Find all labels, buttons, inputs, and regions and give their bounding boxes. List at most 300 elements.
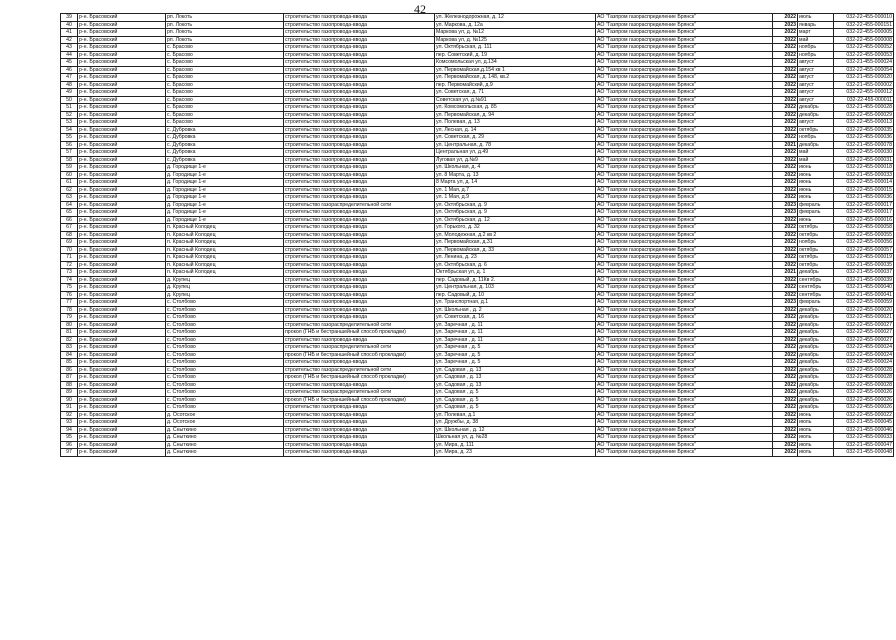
year-cell: 2022 (773, 14, 798, 22)
month-cell: май (798, 149, 834, 157)
address-cell: ул. Маркова, д. 12а (435, 21, 596, 29)
organization-cell: АО "Газпром газораспределение Брянск" (596, 194, 773, 202)
address-cell: ул. Ленина, д. 23 (435, 254, 596, 262)
district-cell: р-н. Брасовский (78, 344, 166, 352)
row-number-cell: 40 (61, 21, 78, 29)
district-cell: р-н. Брасовский (78, 396, 166, 404)
organization-cell: АО "Газпром газораспределение Брянск" (596, 314, 773, 322)
district-cell: р-н. Брасовский (78, 231, 166, 239)
month-cell: февраль (798, 299, 834, 307)
month-cell: июль (798, 419, 834, 427)
district-cell: р-н. Брасовский (78, 194, 166, 202)
year-cell: 2022 (773, 36, 798, 44)
settlement-cell: д. Городище 1-е (166, 201, 284, 209)
table-row (61, 254, 894, 262)
row-number-cell: 82 (61, 336, 78, 344)
work-type-cell: строительство газораспределительной сети (284, 321, 435, 329)
settlement-cell: с. Дубровка (166, 156, 284, 164)
application-id-cell: 032-22-455-000053 (834, 51, 894, 59)
application-id-cell: 032-22-455-000030 (834, 149, 894, 157)
address-cell: ул. Октябрьская, д. 6 (435, 261, 596, 269)
row-number-cell: 57 (61, 149, 78, 157)
organization-cell: АО "Газпром газораспределение Брянск" (596, 186, 773, 194)
year-cell: 2022 (773, 314, 798, 322)
month-cell: октябрь (798, 224, 834, 232)
settlement-cell: с. Дубровка (166, 126, 284, 134)
organization-cell: АО "Газпром газораспределение Брянск" (596, 216, 773, 224)
settlement-cell: с. Столбово (166, 389, 284, 397)
month-cell: июнь (798, 194, 834, 202)
year-cell: 2022 (773, 306, 798, 314)
organization-cell: АО "Газпром газораспределение Брянск" (596, 381, 773, 389)
settlement-cell: д. Крупец (166, 284, 284, 292)
month-cell: январь (798, 21, 834, 29)
table-row (61, 179, 894, 187)
row-number-cell: 63 (61, 194, 78, 202)
organization-cell: АО "Газпром газораспределение Брянск" (596, 14, 773, 22)
district-cell: р-н. Брасовский (78, 126, 166, 134)
table-row (61, 164, 894, 172)
month-cell: октябрь (798, 231, 834, 239)
settlement-cell: с. Столбово (166, 374, 284, 382)
month-cell: август (798, 66, 834, 74)
application-id-cell: 032-22-455-000010 (834, 14, 894, 22)
organization-cell: АО "Газпром газораспределение Брянск" (596, 344, 773, 352)
month-cell: февраль (798, 201, 834, 209)
district-cell: р-н. Брасовский (78, 81, 166, 89)
settlement-cell: с. Брасово (166, 104, 284, 112)
application-id-cell: 032-22-455-000022 (834, 411, 894, 419)
work-type-cell: строительство газопровода-ввода (284, 411, 435, 419)
settlement-cell: д. Городище 1-е (166, 171, 284, 179)
table-row (61, 74, 894, 82)
work-type-cell: строительство газопровода-ввода (284, 156, 435, 164)
year-cell: 2023 (773, 209, 798, 217)
table-row (61, 149, 894, 157)
district-cell: р-н. Брасовский (78, 389, 166, 397)
row-number-cell: 89 (61, 389, 78, 397)
district-cell: р-н. Брасовский (78, 74, 166, 82)
district-cell: р-н. Брасовский (78, 96, 166, 104)
row-number-cell: 65 (61, 209, 78, 217)
row-number-cell: 60 (61, 171, 78, 179)
work-type-cell: строительство газопровода-ввода (284, 134, 435, 142)
organization-cell: АО "Газпром газораспределение Брянск" (596, 179, 773, 187)
work-type-cell: строительство газопровода-ввода (284, 66, 435, 74)
address-cell: ул. Октябрьская, д. 9 (435, 209, 596, 217)
application-id-cell: 032-22-455-000024 (834, 351, 894, 359)
year-cell: 2022 (773, 171, 798, 179)
work-type-cell: строительство газопровода-ввода (284, 59, 435, 67)
address-cell: ул. Горького, д. 32 (435, 224, 596, 232)
row-number-cell: 80 (61, 321, 78, 329)
table-row (61, 126, 894, 134)
table-row (61, 111, 894, 119)
month-cell: ноябрь (798, 134, 834, 142)
month-cell: июнь (798, 171, 834, 179)
settlement-cell: д. Крупец (166, 291, 284, 299)
work-type-cell: строительство газопровода-ввода (284, 224, 435, 232)
work-type-cell: строительство газопровода-ввода (284, 314, 435, 322)
month-cell: декабрь (798, 269, 834, 277)
district-cell: р-н. Брасовский (78, 171, 166, 179)
settlement-cell: с. Столбово (166, 366, 284, 374)
district-cell: р-н. Брасовский (78, 224, 166, 232)
row-number-cell: 52 (61, 111, 78, 119)
year-cell: 2022 (773, 126, 798, 134)
table-row (61, 104, 894, 112)
settlement-cell: с. Брасово (166, 96, 284, 104)
application-id-cell: 032-22-455-000019 (834, 254, 894, 262)
table-row (61, 411, 894, 419)
organization-cell: АО "Газпром газораспределение Брянск" (596, 104, 773, 112)
district-cell: р-н. Брасовский (78, 269, 166, 277)
address-cell: ул. Садовая , д. 13 (435, 374, 596, 382)
table-row (61, 209, 894, 217)
application-id-cell: 032-22-455-000033 (834, 434, 894, 442)
row-number-cell: 47 (61, 74, 78, 82)
settlement-cell: с. Столбово (166, 314, 284, 322)
work-type-cell: строительство газораспределительной сети (284, 366, 435, 374)
work-type-cell: строительство газопровода-ввода (284, 306, 435, 314)
application-id-cell: 032-21-455-000040 (834, 284, 894, 292)
table-row (61, 389, 894, 397)
application-id-cell: 032-21-455-000041 (834, 291, 894, 299)
application-id-cell: 032-21-455-000028 (834, 104, 894, 112)
year-cell: 2022 (773, 179, 798, 187)
address-cell: ул. Лесная, д. 14 (435, 126, 596, 134)
work-type-cell: строительство газопровода-ввода (284, 359, 435, 367)
work-type-cell: строительство газопровода-ввода (284, 126, 435, 134)
settlement-cell: п. Красный Колодец (166, 261, 284, 269)
table-row (61, 359, 894, 367)
district-cell: р-н. Брасовский (78, 141, 166, 149)
year-cell: 2022 (773, 389, 798, 397)
address-cell: Луговая ул, д.№9 (435, 156, 596, 164)
organization-cell: АО "Газпром газораспределение Брянск" (596, 74, 773, 82)
settlement-cell: д. Городище 1-е (166, 186, 284, 194)
table-row (61, 194, 894, 202)
application-id-cell: 032-22-455-000059 (834, 299, 894, 307)
address-cell: ул. Молодежная, д.2 кв 2 (435, 231, 596, 239)
settlement-cell: д. Городище 1-е (166, 216, 284, 224)
table-row (61, 396, 894, 404)
organization-cell: АО "Газпром газораспределение Брянск" (596, 261, 773, 269)
work-type-cell: строительство газопровода-ввода (284, 246, 435, 254)
district-cell: р-н. Брасовский (78, 426, 166, 434)
organization-cell: АО "Газпром газораспределение Брянск" (596, 374, 773, 382)
year-cell: 2022 (773, 224, 798, 232)
row-number-cell: 88 (61, 381, 78, 389)
year-cell: 2022 (773, 96, 798, 104)
application-id-cell: 032-22-455-000054 (834, 66, 894, 74)
address-cell: ул. Первомайская, д. 33 (435, 246, 596, 254)
application-id-cell: 032-22-455-000027 (834, 329, 894, 337)
district-cell: р-н. Брасовский (78, 209, 166, 217)
year-cell: 2022 (773, 74, 798, 82)
district-cell: р-н. Брасовский (78, 216, 166, 224)
year-cell: 2022 (773, 149, 798, 157)
settlement-cell: с. Столбово (166, 404, 284, 412)
address-cell: ул. Садовая , д. 5 (435, 404, 596, 412)
row-number-cell: 94 (61, 426, 78, 434)
table-row (61, 261, 894, 269)
application-id-cell: 032-22-455-000035 (834, 126, 894, 134)
organization-cell: АО "Газпром газораспределение Брянск" (596, 21, 773, 29)
month-cell: октябрь (798, 261, 834, 269)
district-cell: р-н. Брасовский (78, 104, 166, 112)
organization-cell: АО "Газпром газораспределение Брянск" (596, 51, 773, 59)
settlement-cell: рп. Локоть (166, 29, 284, 37)
table-row (61, 36, 894, 44)
row-number-cell: 68 (61, 231, 78, 239)
work-type-cell: строительство газопровода-ввода (284, 261, 435, 269)
table-row (61, 44, 894, 52)
work-type-cell: строительство газораспределительной сети (284, 201, 435, 209)
settlement-cell: д. Осотское (166, 419, 284, 427)
year-cell: 2021 (773, 141, 798, 149)
year-cell: 2022 (773, 321, 798, 329)
table-row (61, 321, 894, 329)
work-type-cell: прокол (ГНБ и бестраншейный способ прокладки) (284, 374, 435, 382)
table-row (61, 441, 894, 449)
month-cell: август (798, 96, 834, 104)
address-cell: ул. Октябрьская, д. 9 (435, 201, 596, 209)
organization-cell: АО "Газпром газораспределение Брянск" (596, 59, 773, 67)
application-id-cell: 032-22-455-000014 (834, 179, 894, 187)
month-cell: март (798, 29, 834, 37)
organization-cell: АО "Газпром газораспределение Брянск" (596, 291, 773, 299)
application-id-cell: 032-22-455-000026 (834, 404, 894, 412)
month-cell: август (798, 89, 834, 97)
year-cell: 2022 (773, 434, 798, 442)
month-cell: июнь (798, 186, 834, 194)
year-cell: 2022 (773, 104, 798, 112)
district-cell: р-н. Брасовский (78, 261, 166, 269)
month-cell: июнь (798, 179, 834, 187)
work-type-cell: строительство газопровода-ввода (284, 434, 435, 442)
district-cell: р-н. Брасовский (78, 164, 166, 172)
year-cell: 2022 (773, 246, 798, 254)
table-row (61, 171, 894, 179)
table-row (61, 299, 894, 307)
application-id-cell: 032-22-455-000028 (834, 366, 894, 374)
address-cell: ул. Советская, д. 16 (435, 314, 596, 322)
row-number-cell: 41 (61, 29, 78, 37)
address-cell: ул. Первомайская,д.154 кв 1 (435, 66, 596, 74)
organization-cell: АО "Газпром газораспределение Брянск" (596, 321, 773, 329)
year-cell: 2022 (773, 411, 798, 419)
organization-cell: АО "Газпром газораспределение Брянск" (596, 426, 773, 434)
address-cell: ул. Советская, д. 71 (435, 89, 596, 97)
address-cell: ул. Октябрьская, д. 111 (435, 44, 596, 52)
row-number-cell: 62 (61, 186, 78, 194)
district-cell: р-н. Брасовский (78, 201, 166, 209)
application-id-cell: 032-22-455-000024 (834, 359, 894, 367)
year-cell: 2022 (773, 44, 798, 52)
row-number-cell: 97 (61, 449, 78, 457)
address-cell: ул. Заречная , д. 11 (435, 336, 596, 344)
year-cell: 2022 (773, 276, 798, 284)
month-cell: декабрь (798, 314, 834, 322)
year-cell: 2022 (773, 336, 798, 344)
row-number-cell: 86 (61, 366, 78, 374)
row-number-cell: 53 (61, 119, 78, 127)
month-cell: июль (798, 434, 834, 442)
district-cell: р-н. Брасовский (78, 134, 166, 142)
address-cell: ул. Первомайская, д. 148, кв.2 (435, 74, 596, 82)
work-type-cell: строительство газопровода-ввода (284, 404, 435, 412)
table-row (61, 449, 894, 457)
organization-cell: АО "Газпром газораспределение Брянск" (596, 89, 773, 97)
month-cell: октябрь (798, 126, 834, 134)
month-cell: декабрь (798, 351, 834, 359)
application-id-cell: 032-22-455-000016 (834, 216, 894, 224)
month-cell: сентябрь (798, 284, 834, 292)
year-cell: 2022 (773, 284, 798, 292)
district-cell: р-н. Брасовский (78, 366, 166, 374)
district-cell: р-н. Брасовский (78, 239, 166, 247)
table-row (61, 239, 894, 247)
address-cell: ул. Заречная , д. 5 (435, 351, 596, 359)
district-cell: р-н. Брасовский (78, 66, 166, 74)
district-cell: р-н. Брасовский (78, 59, 166, 67)
month-cell: декабрь (798, 329, 834, 337)
address-cell: ул. Полевая, д. 13 (435, 119, 596, 127)
work-type-cell: строительство газопровода-ввода (284, 89, 435, 97)
row-number-cell: 48 (61, 81, 78, 89)
district-cell: р-н. Брасовский (78, 359, 166, 367)
month-cell: декабрь (798, 366, 834, 374)
organization-cell: АО "Газпром газораспределение Брянск" (596, 224, 773, 232)
row-number-cell: 44 (61, 51, 78, 59)
settlement-cell: с. Дубровка (166, 134, 284, 142)
application-id-cell: 032-22-455-000058 (834, 224, 894, 232)
month-cell: июнь (798, 216, 834, 224)
month-cell: декабрь (798, 396, 834, 404)
application-id-cell: 032-21-455-000002 (834, 81, 894, 89)
table-row (61, 351, 894, 359)
district-cell: р-н. Брасовский (78, 419, 166, 427)
table-row (61, 81, 894, 89)
organization-cell: АО "Газпром газораспределение Брянск" (596, 201, 773, 209)
table-row (61, 156, 894, 164)
settlement-cell: д. Сныткино (166, 441, 284, 449)
organization-cell: АО "Газпром газораспределение Брянск" (596, 419, 773, 427)
district-cell: р-н. Брасовский (78, 179, 166, 187)
work-type-cell: строительство газопровода-ввода (284, 381, 435, 389)
organization-cell: АО "Газпром газораспределение Брянск" (596, 359, 773, 367)
work-type-cell: строительство газопровода-ввода (284, 51, 435, 59)
settlement-cell: с. Столбово (166, 321, 284, 329)
row-number-cell: 45 (61, 59, 78, 67)
year-cell: 2022 (773, 381, 798, 389)
table-row (61, 119, 894, 127)
month-cell: сентябрь (798, 291, 834, 299)
year-cell: 2022 (773, 81, 798, 89)
month-cell: декабрь (798, 336, 834, 344)
work-type-cell: строительство газопровода-ввода (284, 291, 435, 299)
address-cell: Центральная ул, д.49 (435, 149, 596, 157)
settlement-cell: д. Сныткино (166, 426, 284, 434)
address-cell: ул. Мира, д. 111 (435, 441, 596, 449)
year-cell: 2023 (773, 201, 798, 209)
settlement-cell: с. Столбово (166, 381, 284, 389)
address-cell: ул. Заречная , д. 5 (435, 359, 596, 367)
work-type-cell: строительство газопровода-ввода (284, 149, 435, 157)
address-cell: Маркова ул, д. №12 (435, 29, 596, 37)
settlement-cell: с. Брасово (166, 44, 284, 52)
year-cell: 2022 (773, 239, 798, 247)
row-number-cell: 42 (61, 36, 78, 44)
year-cell: 2022 (773, 291, 798, 299)
district-cell: р-н. Брасовский (78, 336, 166, 344)
month-cell: август (798, 81, 834, 89)
row-number-cell: 77 (61, 299, 78, 307)
address-cell: ул. Школьная , д. 2 (435, 306, 596, 314)
district-cell: р-н. Брасовский (78, 246, 166, 254)
table-row (61, 14, 894, 22)
settlement-cell: с. Столбово (166, 329, 284, 337)
work-type-cell: строительство газопровода-ввода (284, 104, 435, 112)
year-cell: 2022 (773, 66, 798, 74)
application-id-cell: 032-22-455-000008 (834, 36, 894, 44)
settlement-cell: п. Красный Колодец (166, 254, 284, 262)
address-cell: ул. Железнодорожная, д. 12 (435, 14, 596, 22)
district-cell: р-н. Брасовский (78, 14, 166, 22)
application-id-cell: 032-21-455-000047 (834, 441, 894, 449)
work-type-cell: строительство газораспределительной сети (284, 344, 435, 352)
year-cell: 2022 (773, 111, 798, 119)
district-cell: р-н. Брасовский (78, 449, 166, 457)
table-row (61, 216, 894, 224)
row-number-cell: 93 (61, 419, 78, 427)
organization-cell: АО "Газпром газораспределение Брянск" (596, 351, 773, 359)
organization-cell: АО "Газпром газораспределение Брянск" (596, 36, 773, 44)
application-id-cell: 032-21-455-000024 (834, 59, 894, 67)
district-cell: р-н. Брасовский (78, 119, 166, 127)
district-cell: р-н. Брасовский (78, 276, 166, 284)
year-cell: 2023 (773, 299, 798, 307)
district-cell: р-н. Брасовский (78, 89, 166, 97)
table-row (61, 374, 894, 382)
settlement-cell: с. Столбово (166, 351, 284, 359)
table-row (61, 29, 894, 37)
row-number-cell: 75 (61, 284, 78, 292)
address-cell: Октябрьская ул, д. 1 (435, 269, 596, 277)
settlement-cell: п. Красный Колодец (166, 239, 284, 247)
settlement-cell: с. Брасово (166, 89, 284, 97)
settlement-cell: рп. Локоть (166, 14, 284, 22)
month-cell: декабрь (798, 359, 834, 367)
settlement-cell: п. Красный Колодец (166, 269, 284, 277)
settlement-cell: с. Столбово (166, 359, 284, 367)
address-cell: ул. 1 Мая, д.7 (435, 186, 596, 194)
district-cell: р-н. Брасовский (78, 404, 166, 412)
month-cell: ноябрь (798, 44, 834, 52)
row-number-cell: 90 (61, 396, 78, 404)
address-cell: пер. Садовый, д. 11Кв 2. (435, 276, 596, 284)
row-number-cell: 76 (61, 291, 78, 299)
month-cell: декабрь (798, 404, 834, 412)
row-number-cell: 61 (61, 179, 78, 187)
year-cell: 2022 (773, 404, 798, 412)
address-cell: ул. 8 Марта, д. 13 (435, 171, 596, 179)
work-type-cell: строительство газопровода-ввода (284, 179, 435, 187)
organization-cell: АО "Газпром газораспределение Брянск" (596, 156, 773, 164)
table-row (61, 329, 894, 337)
work-type-cell: строительство газопровода-ввода (284, 164, 435, 172)
